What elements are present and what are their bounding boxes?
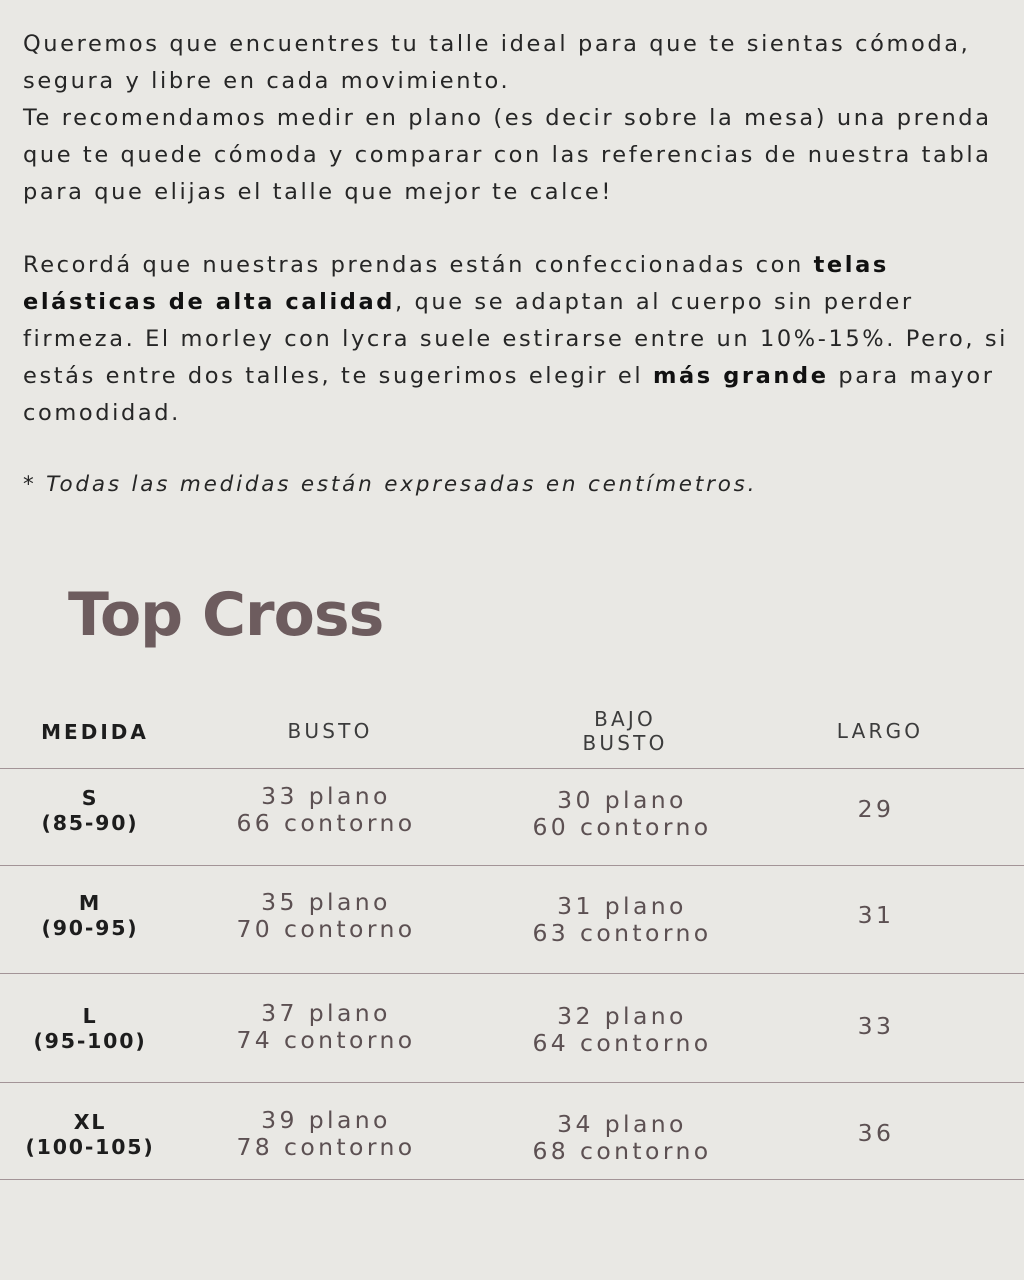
busto-value (236, 783, 415, 837)
size-label (25, 1110, 154, 1160)
bajo-busto-contorno: 63 contorno (532, 919, 712, 947)
busto-contorno: 70 contorno (236, 915, 416, 943)
busto-plano: 35 plano (261, 888, 391, 916)
intro-paragraph-3 (23, 247, 1013, 432)
bajo-busto-plano: 32 plano (557, 1002, 687, 1030)
largo-value: 36 (857, 1119, 895, 1147)
largo-value: 29 (857, 795, 895, 823)
busto-contorno: 66 contorno (236, 809, 416, 837)
measurement-note: * Todas las medidas están expresadas en centímetros. (23, 472, 758, 497)
size-range: (85-90) (41, 811, 139, 835)
size-code: XL (73, 1110, 107, 1134)
paragraph-3-text-b: , que se adaptan al cuerpo sin perder firmeza. El morley con lycra suele estirarse entre un 10%-15%. Pero, si estás entre dos talles, te sugerimos elegir el (23, 289, 1008, 389)
busto-contorno: 78 contorno (236, 1133, 416, 1161)
header-medida: MEDIDA (41, 720, 149, 744)
intro-text (23, 26, 1013, 503)
bajo-busto-value (532, 1111, 711, 1165)
busto-value (236, 1107, 415, 1161)
busto-value (236, 1000, 415, 1054)
table-header-row (0, 700, 1024, 769)
header-busto: BUSTO (287, 719, 373, 743)
busto-value (236, 889, 415, 943)
table-row (0, 769, 1024, 866)
size-code: L (82, 1004, 98, 1028)
bajo-busto-plano: 34 plano (557, 1110, 687, 1138)
busto-plano: 33 plano (261, 782, 391, 810)
size-code: M (78, 891, 102, 915)
bajo-busto-value (532, 893, 711, 947)
table-row (0, 866, 1024, 974)
bold-elastic-fabrics: telas elásticas de alta calidad (23, 252, 889, 315)
table-row (0, 1083, 1024, 1180)
bajo-busto-contorno: 64 contorno (532, 1029, 712, 1057)
size-label (42, 786, 139, 836)
size-range: (90-95) (41, 916, 139, 940)
intro-paragraph-2: Te recomendamos medir en plano (es decir sobre la mesa) una prenda que te quede cómoda y comparar con las referencias de nuestra tabla para que elijas el talle que mejor te calce! (23, 105, 992, 205)
bajo-busto-plano: 31 plano (557, 892, 687, 920)
header-bajo-busto (582, 707, 667, 755)
table-row (0, 974, 1024, 1083)
header-largo: LARGO (836, 719, 924, 743)
largo-value: 31 (857, 901, 895, 929)
busto-plano: 37 plano (261, 999, 391, 1027)
bajo-busto-contorno: 68 contorno (532, 1137, 712, 1165)
bold-bigger-size: más grande (652, 363, 829, 389)
busto-contorno: 74 contorno (236, 1026, 416, 1054)
bajo-busto-plano: 30 plano (557, 786, 687, 814)
bajo-busto-value (532, 1003, 711, 1057)
bajo-busto-contorno: 60 contorno (532, 813, 712, 841)
size-code: S (81, 786, 99, 810)
paragraph-3-text-a: Recordá que nuestras prendas están confeccionadas con (23, 252, 814, 278)
paragraph-3-text-c: para mayor comodidad. (23, 363, 995, 426)
intro-paragraph-1: Queremos que encuentres tu talle ideal para que te sientas cómoda, segura y libre en cada movimiento. (23, 31, 971, 94)
header-bajo-busto-line-1: BAJO (594, 707, 656, 731)
size-range: (95-100) (33, 1029, 147, 1053)
size-range: (100-105) (25, 1135, 155, 1159)
header-bajo-busto-line-2: BUSTO (582, 731, 668, 755)
busto-plano: 39 plano (261, 1106, 391, 1134)
size-table (0, 700, 1024, 1180)
size-label (34, 1004, 147, 1054)
largo-value: 33 (857, 1012, 895, 1040)
product-title: Top Cross (68, 580, 384, 650)
bajo-busto-value (532, 787, 711, 841)
size-label (42, 891, 139, 941)
